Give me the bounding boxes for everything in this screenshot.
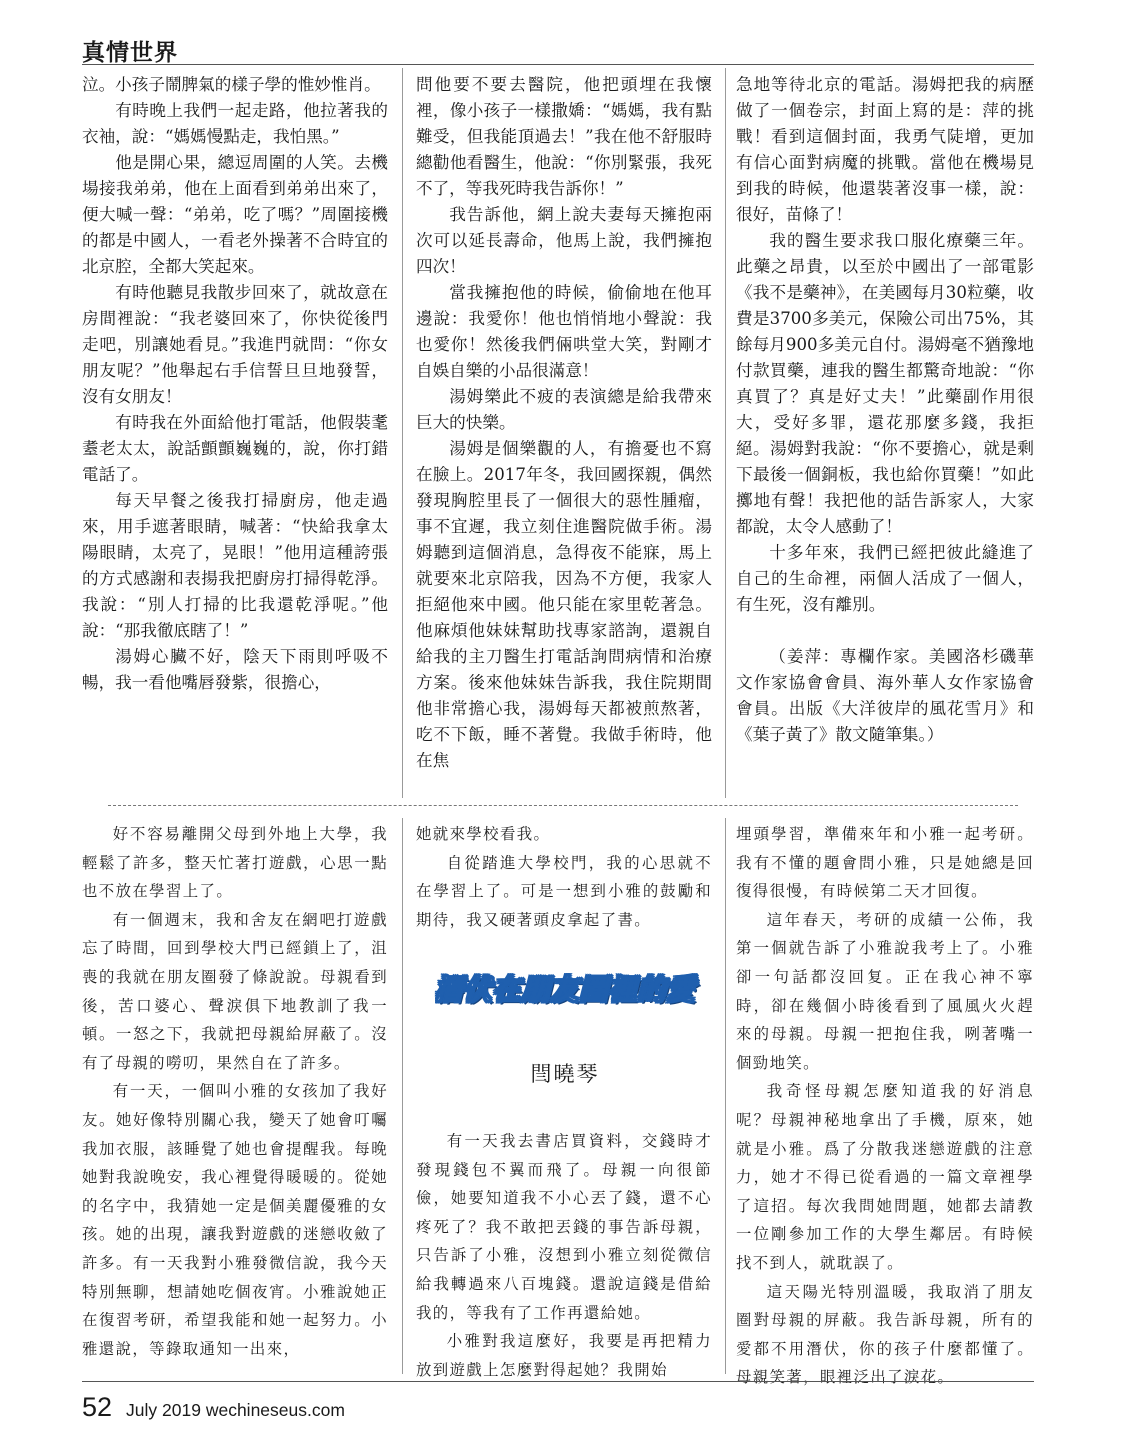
top-rule [82, 64, 1034, 65]
paragraph: 泣。小孩子鬧脾氣的樣子學的惟妙惟肖。 [82, 75, 381, 94]
paragraph: 我的醫生要求我口服化療藥三年。此藥之昂貴，以至於中國出了一部電影《我不是藥神》，在美國每月30粒藥，收費是3700多美元，保險公司出75%，其餘每月900多美元自付。湯姆毫不猶豫地付款買藥，連我的醫生都驚奇地說：“你真買了？真是好丈夫！”此藥副作用很大，受好多罪，還花那麼多錢，我拒絕。湯姆對我說：“你不要擔心，就是剩下最後一個銅板，我也給你買藥！”如此擲地有聲！我把他的話告訴家人，大家都說，太令人感動了！ [736, 231, 1034, 536]
paragraph: 她就來學校看我。 [416, 825, 551, 843]
paragraph: 好不容易離開父母到外地上大學，我輕鬆了許多，整天忙著打遊戲，心思一點也不放在學習上了。 [82, 825, 388, 901]
page-footer [82, 1392, 345, 1423]
paragraph: 有一天，一個叫小雅的女孩加了我好友。她好像特別關心我，變天了她會叮囑我加衣服，該睡覺了她也會提醒我。每晚她對我說晚安，我心裡覺得暖暖的。從她的名字中，我猜她一定是個美麗優雅的女孩。她的出現，讓我對遊戲的迷戀收斂了許多。有一天我對小雅發微信說，我今天特別無聊，想請她吃個夜宵。小雅說她正在復習考研，希望我能和她一起努力。小雅還說，等錄取通知一出來， [82, 1082, 388, 1358]
paragraph: 有一天我去書店買資料，交錢時才發現錢包不翼而飛了。母親一向很節儉，她要知道我不小心丟了錢，還不心疼死了？我不敢把丟錢的事告訴母親，只告訴了小雅，沒想到小雅立刻從微信給我轉過來八百塊錢。還說這錢是借給我的，等我有了工作再還給她。 [416, 1132, 712, 1322]
article1-column-3 [736, 72, 1034, 748]
paragraph: 自從踏進大學校門，我的心思就不在學習上了。可是一想到小雅的鼓勵和期待，我又硬著頭皮拿起了書。 [416, 853, 712, 929]
paragraph: 湯姆心臟不好，陰天下雨則呼吸不暢，我一看他嘴唇發紫，很擔心， [82, 647, 388, 692]
article2-column-3 [736, 820, 1034, 1392]
article2-column-1 [82, 820, 388, 1363]
article1-column-2 [416, 72, 712, 774]
author-credit: （姜萍：專欄作家。美國洛杉磯華文作家協會會員、海外華人女作家協會會員。出版《大洋彼岸的風花雪月》和《葉子黃了》散文隨筆集。） [736, 647, 1034, 744]
article-author: 閆曉琴 [530, 1062, 600, 1086]
paragraph: 我告訴他，網上說夫妻每天擁抱兩次可以延長壽命，他馬上說，我們擁抱四次！ [416, 205, 712, 276]
paragraph: 埋頭學習，準備來年和小雅一起考研。我有不懂的題會問小雅，只是她總是回復得很慢，有時候第二天才回復。 [736, 825, 1034, 901]
column-divider [402, 818, 403, 1374]
paragraph: 有時我在外面給他打電話，他假裝耄耋老太太，說話顫顫巍巍的，說，你打錯電話了。 [82, 413, 388, 484]
paragraph: 湯姆樂此不疲的表演總是給我帶來巨大的快樂。 [416, 387, 712, 432]
column-divider [725, 818, 726, 1374]
section-separator [108, 805, 1018, 806]
article2-column-2-bottom [416, 1127, 712, 1384]
paragraph: 有時晚上我們一起走路，他拉著我的衣袖，說：“媽媽慢點走，我怕黑。” [82, 101, 388, 146]
paragraph: 有一個週末，我和舍友在網吧打遊戲忘了時間，回到學校大門已經鎖上了，沮喪的我就在朋友圈發了條說說。母親看到後，苦口婆心、聲淚俱下地教訓了我一頓。一怒之下，我就把母親給屏蔽了。沒有了母親的嘮叨，果然自在了許多。 [82, 910, 388, 1072]
paragraph: 我奇怪母親怎麼知道我的好消息呢？母親神秘地拿出了手機，原來，她就是小雅。爲了分散我迷戀遊戲的注意力，她才不得已從看過的一篇文章裡學了這招。每次我問她問題，她都去請教一位剛參加工作的大學生鄰居。有時候找不到人，就耽誤了。 [736, 1082, 1034, 1272]
paragraph: 有時他聽見我散步回來了，就故意在房間裡說：“我老婆回來了，你快從後門走吧，別讓她看見。”我進門就問：“你女朋友呢？”他舉起右手信誓旦旦地發誓，沒有女朋友！ [82, 283, 388, 406]
column-divider [402, 68, 403, 798]
paragraph: 十多年來，我們已經把彼此縫進了自己的生命裡，兩個人活成了一個人，有生死，沒有離別。 [736, 543, 1034, 614]
paragraph: 這天陽光特別溫暖，我取消了朋友圈對母親的屏蔽。我告訴母親，所有的愛都不用潛伏，你的孩子什麼都懂了。母親笑著，眼裡泛出了淚花。 [736, 1282, 1034, 1387]
footer-rule [82, 1381, 1034, 1382]
paragraph: 這年春天，考研的成績一公佈，我第一個就告訴了小雅說我考上了。小雅卻一句話都沒回复。正在我心神不寧時，卻在幾個小時後看到了風風火火趕來的母親。母親一把抱住我，咧著嘴一個勁地笑。 [736, 910, 1034, 1072]
paragraph: 他是開心果，總逗周圍的人笑。去機場接我弟弟，他在上面看到弟弟出來了，便大喊一聲：“弟弟，吃了嗎？”周圍接機的都是中國人，一看老外操著不合時宜的北京腔，全都大笑起來。 [82, 153, 388, 276]
article2-column-2-top [416, 820, 712, 934]
issue-and-website: July 2019 wechineseus.com [126, 1400, 345, 1420]
paragraph: 急地等待北京的電話。湯姆把我的病歷做了一個卷宗，封面上寫的是：萍的挑戰！看到這個封面，我勇气陡增，更加有信心面對病魔的挑戰。當他在機場見到我的時候，他還裝著沒事一樣，說：很好，苗條了！ [736, 75, 1034, 224]
paragraph: 當我擁抱他的時候，偷偷地在他耳邊說：我愛你！他也悄悄地小聲說：我也愛你！然後我們倆哄堂大笑，對剛才自娛自樂的小品很滿意！ [416, 283, 712, 380]
paragraph: 湯姆是個樂觀的人，有擔憂也不寫在臉上。2017年冬，我回國探親，偶然發現胸腔里長了一個很大的惡性腫瘤，事不宜遲，我立刻住進醫院做手術。湯姆聽到這個消息，急得夜不能寐，馬上就要來北京陪我，因為不方便，我家人拒絕他來中國。他只能在家里乾著急。他麻煩他妹妹幫助找專家諮詢，還親自給我的主刀醫生打電話詢問病情和治療方案。後來他妹妹告訴我，我住院期間他非常擔心我，湯姆每天都被煎熬著，吃不下飯，睡不著覺。我做手術時，他在焦 [416, 439, 712, 770]
paragraph: 每天早餐之後我打掃廚房，他走過來，用手遮著眼睛，喊著：“快給我拿太陽眼睛，太亮了，晃眼！”他用這種誇張的方式感謝和表揚我把廚房打掃得乾淨。我說：“別人打掃的比我還乾淨呢。”他說：“那我徹底瞎了！” [82, 491, 388, 640]
column-divider [725, 68, 726, 798]
article1-column-1 [82, 72, 388, 696]
page-number: 52 [82, 1392, 113, 1422]
section-title: 真情世界 [82, 40, 178, 66]
article-title: 潛伏在朋友圈裡的愛 [434, 973, 696, 1006]
paragraph: 小雅對我這麼好，我要是再把精力放到遊戲上怎麼對得起她？我開始 [416, 1332, 712, 1379]
paragraph: 問他要不要去醫院，他把頭埋在我懷裡，像小孩子一樣撒嬌：“媽媽，我有點難受，但我能頂過去！”我在他不舒服時總勸他看醫生，他說：“你別緊張，我死不了，等我死時我告訴你！” [416, 75, 712, 198]
